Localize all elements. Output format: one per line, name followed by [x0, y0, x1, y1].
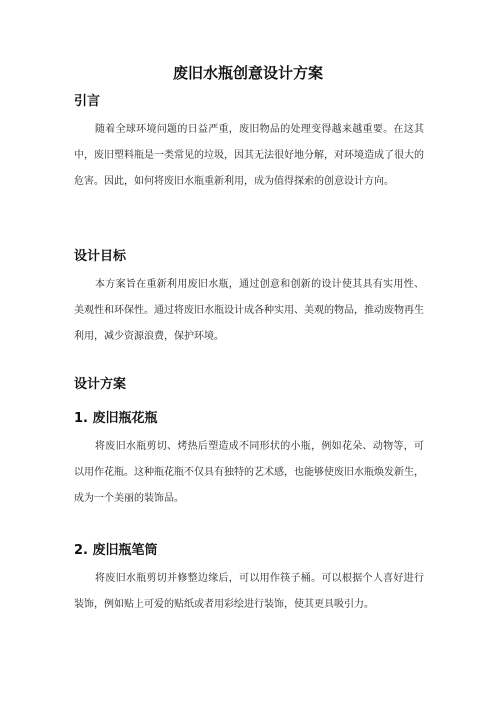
section-paragraph-introduction: 随着全球环境问题的日益严重，废旧物品的处理变得越来越重要。在这其中，废旧塑料瓶是一类常见的垃圾，因其无法很好地分解，对环境造成了很大的危害。因此，如何将废旧水瓶重新利用，成为值得探索的创意设计方向。: [74, 124, 424, 187]
section-heading-bottle-vase: 1. 废旧瓶花瓶: [74, 411, 158, 426]
section-heading-design-goals: 设计目标: [74, 249, 127, 264]
section-heading-bottle-pen-holder: 2. 废旧瓶笔筒: [74, 543, 158, 558]
document-title: 废旧水瓶创意设计方案: [172, 64, 323, 82]
section-paragraph-bottle-vase: 将废旧水瓶剪切、烤热后塑造成不同形状的小瓶，例如花朵、动物等，可以用作花瓶。这种瓶花瓶不仅具有独特的艺术感，也能够使废旧水瓶焕发新生，成为一个美丽的装饰品。: [74, 441, 424, 504]
section-paragraph-design-goals: 本方案旨在重新利用废旧水瓶，通过创意和创新的设计使其具有实用性、美观性和环保性。通过将废旧水瓶设计成各种实用、美观的物品，推动废物再生利用，减少资源浪费，保护环境。: [74, 279, 424, 342]
section-heading-design-plan: 设计方案: [74, 377, 127, 392]
section-heading-introduction: 引言: [74, 94, 101, 109]
section-paragraph-bottle-pen-holder: 将废旧水瓶剪切并修整边缘后，可以用作筷子桶。可以根据个人喜好进行装饰，例如贴上可爱的贴纸或者用彩绘进行装饰，使其更具吸引力。: [74, 573, 424, 610]
